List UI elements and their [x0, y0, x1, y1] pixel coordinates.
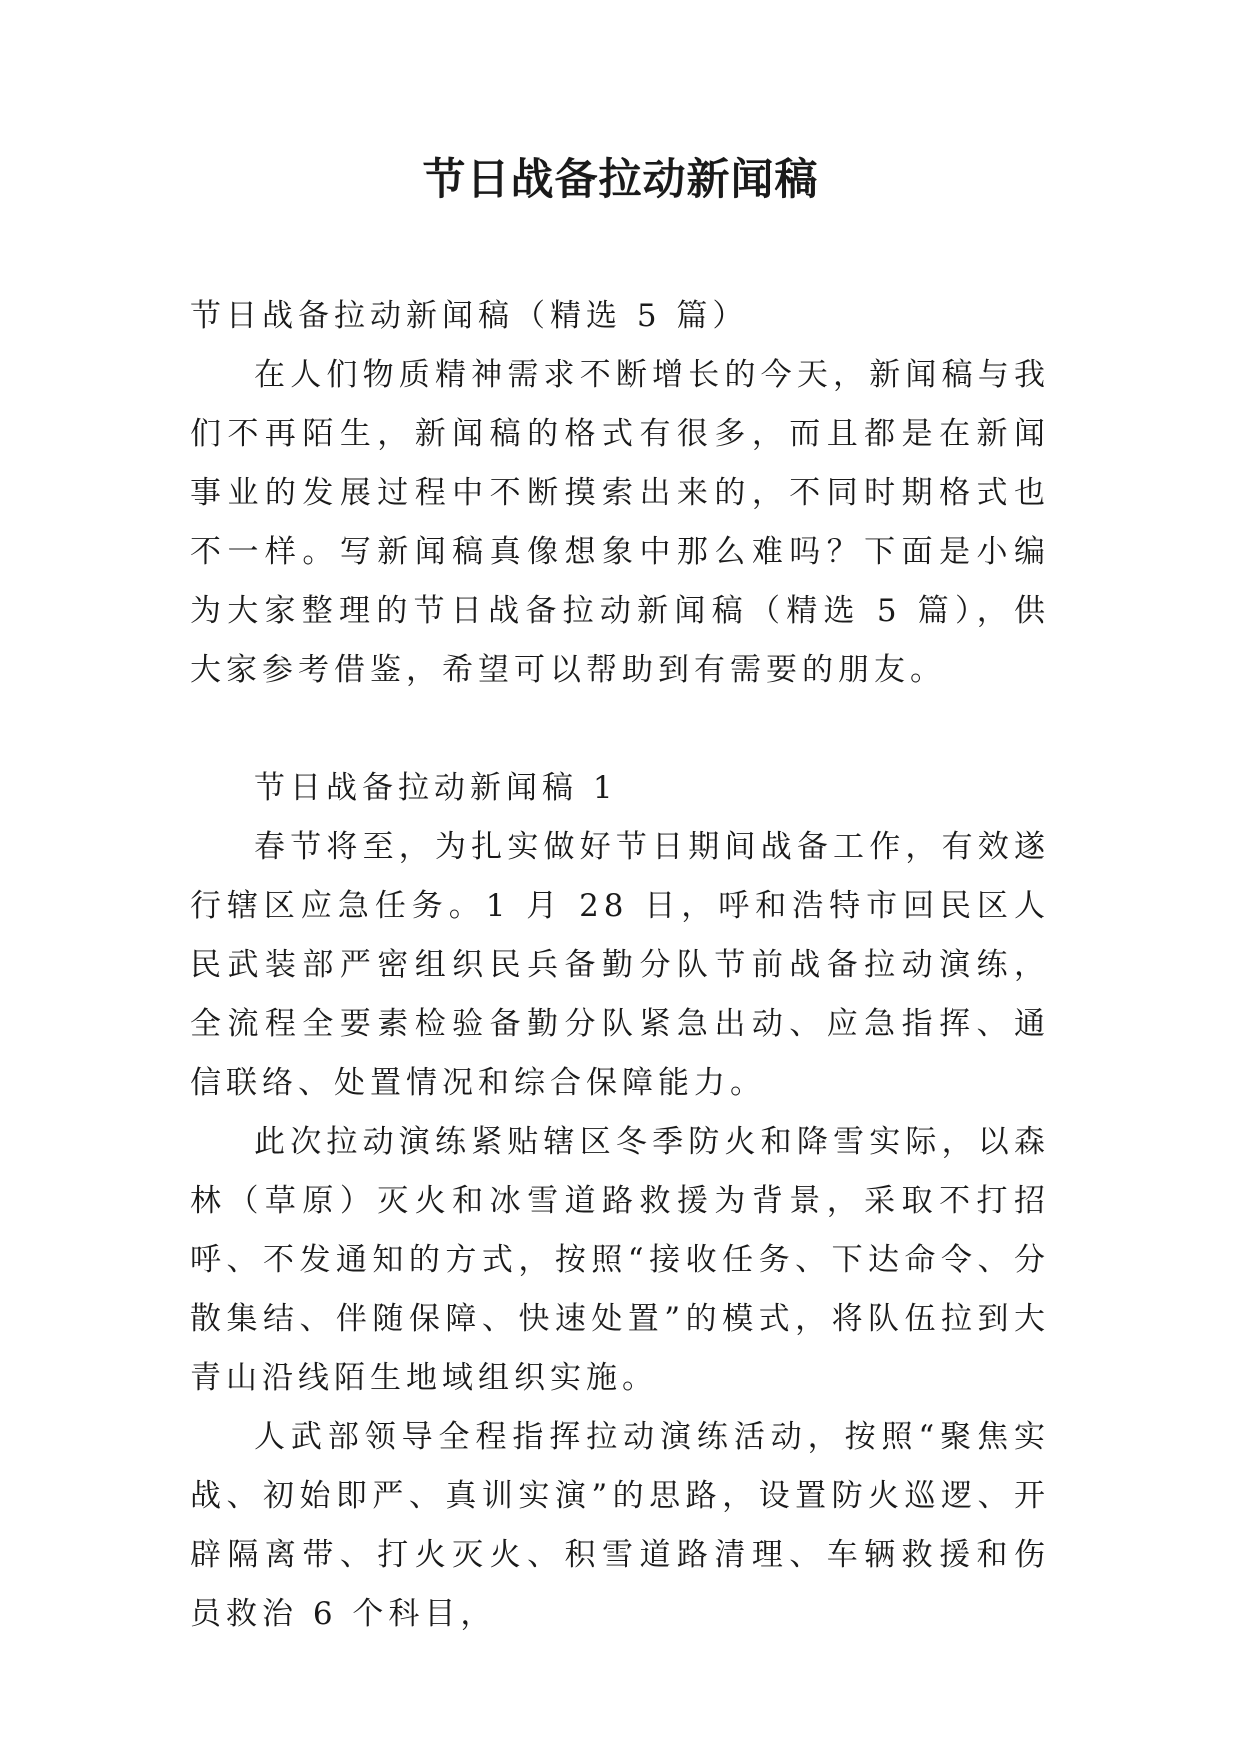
section-heading: 节日战备拉动新闻稿 1 [254, 770, 618, 806]
body-paragraph-1: 春节将至，为扎实做好节日期间战备工作，有效遂行辖区应急任务。1 月 28 日，呼和浩特市回民区人民武装部严密组织民兵备勤分队节前战备拉动演练，全流程全要素检验备勤分队紧急出动、应急指挥、通信联络、处置情况和综合保障能力。 [190, 829, 1050, 1101]
document-subtitle: 节日战备拉动新闻稿（精选 5 篇） [190, 298, 749, 334]
document-body [190, 287, 1050, 1644]
paragraph-spacer [190, 700, 1050, 759]
body-paragraph-3: 人武部领导全程指挥拉动演练活动，按照“聚焦实战、初始即严、真训实演”的思路，设置防火巡逻、开辟隔离带、打火灭火、积雪道路清理、车辆救援和伤员救治 6 个科目， [190, 1419, 1050, 1632]
intro-paragraph: 在人们物质精神需求不断增长的今天，新闻稿与我们不再陌生，新闻稿的格式有很多，而且都是在新闻事业的发展过程中不断摸索出来的，不同时期格式也不一样。写新闻稿真像想象中那么难吗？下面是小编为大家整理的节日战备拉动新闻稿（精选 5 篇），供大家参考借鉴，希望可以帮助到有需要的朋友。 [190, 357, 1050, 688]
body-paragraph-2: 此次拉动演练紧贴辖区冬季防火和降雪实际，以森林（草原）灭火和冰雪道路救援为背景，采取不打招呼、不发通知的方式，按照“接收任务、下达命令、分散集结、伴随保障、快速处置”的模式，将队伍拉到大青山沿线陌生地域组织实施。 [190, 1124, 1050, 1396]
document-title: 节日战备拉动新闻稿 [422, 155, 819, 205]
